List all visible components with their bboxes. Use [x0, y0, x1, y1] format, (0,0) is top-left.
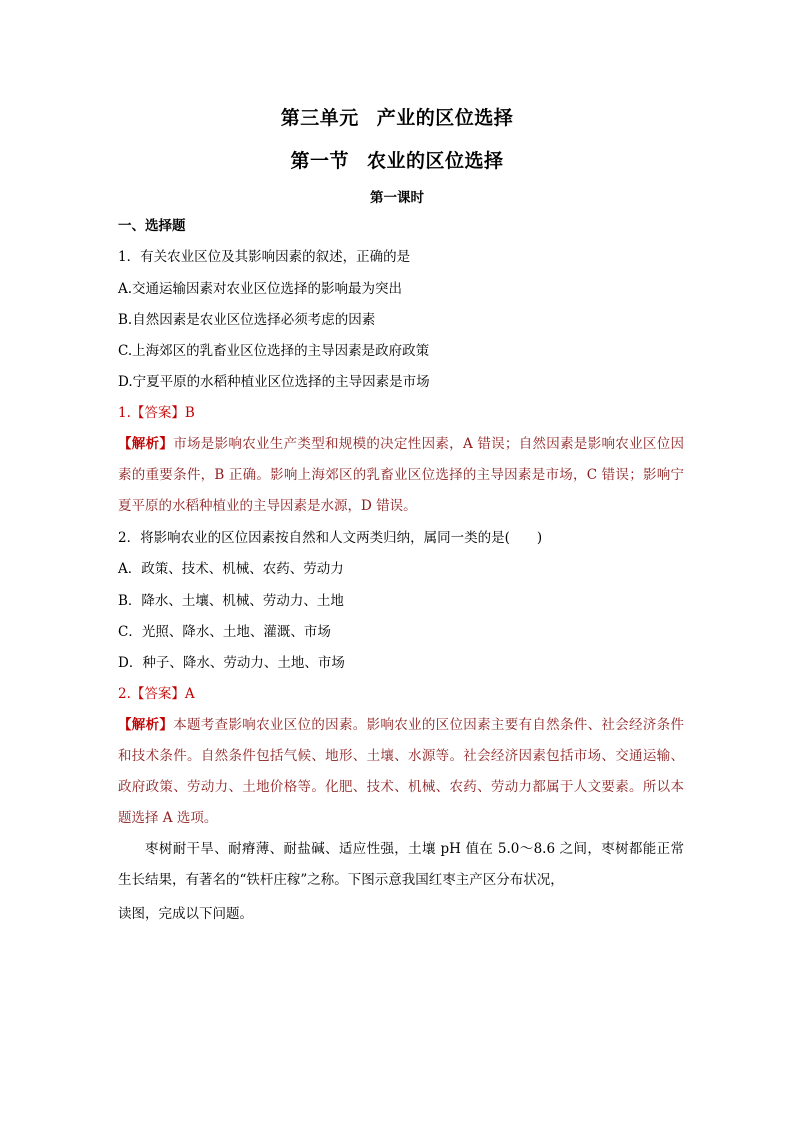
section-title-text: 农业的区位选择 [367, 150, 504, 172]
unit-title [0, 103, 794, 130]
q1-analysis [118, 429, 684, 522]
q1-answer: 1.【答案】B [118, 405, 195, 421]
q1-option-d: D.宁夏平原的水稻种植业区位选择的主导因素是市场 [118, 374, 430, 390]
section-title-number: 第一节 [290, 150, 349, 172]
q2-analysis-text: 本题考查影响农业区位的因素。影响农业的区位因素主要有自然条件、社会经济条件和技术条件。自然条件包括气候、地形、土壤、水源等。社会经济因素包括市场、交通运输、政府政策、劳动力、土地价格等。化肥、技术、机械、农药、劳动力都属于人文要素。所以本题选择 A 选项。 [118, 717, 684, 826]
section-heading: 一、选择题 [118, 218, 186, 234]
q1-analysis-text: 市场是影响农业生产类型和规模的决定性因素，A 错误；自然因素是影响农业区位因素的重要条件，B 正确。影响上海郊区的乳畜业区位选择的主导因素是市场，C 错误；影响宁夏平原的水稻种植业的主导因素是水源，D 错误。 [118, 436, 685, 514]
q1-option-c: C.上海郊区的乳畜业区位选择的主导因素是政府政策 [118, 343, 430, 359]
q1-analysis-tag: 【解析】 [118, 436, 174, 452]
section-title [0, 146, 794, 173]
q2-option-b: B．降水、土壤、机械、劳动力、土地 [118, 593, 344, 609]
q1-option-a: A.交通运输因素对农业区位选择的影响最为突出 [118, 281, 403, 297]
q2-answer: 2.【答案】A [118, 686, 195, 702]
q2-analysis-tag: 【解析】 [118, 717, 174, 733]
q1-option-b: B.自然因素是农业区位选择必须考虑的因素 [118, 312, 376, 328]
lesson-title: 第一课时 [370, 190, 424, 206]
q2-stem: 2．将影响农业的区位因素按自然和人文两类归纳，属同一类的是( ) [118, 530, 543, 546]
q1-stem: 1．有关农业区位及其影响因素的叙述，正确的是 [118, 249, 411, 265]
q2-option-c: C．光照、降水、土地、灌溉、市场 [118, 624, 331, 640]
q2-option-d: D．种子、降水、劳动力、土地、市场 [118, 655, 345, 671]
q2-option-a: A．政策、技术、机械、农药、劳动力 [118, 561, 344, 577]
intro-followup: 读图，完成以下问题。 [118, 906, 253, 922]
q2-analysis [118, 710, 684, 834]
unit-title-number: 第三单元 [280, 107, 359, 129]
intro-passage: 枣树耐干旱、耐瘠薄、耐盐碱、适应性强，土壤 pH 值在 5.0～8.6 之间，枣树都能正常生长结果，有著名的“铁杆庄稼”之称。下图示意我国红枣主产区分布状况， [118, 841, 684, 888]
unit-title-text: 产业的区位选择 [376, 107, 514, 129]
